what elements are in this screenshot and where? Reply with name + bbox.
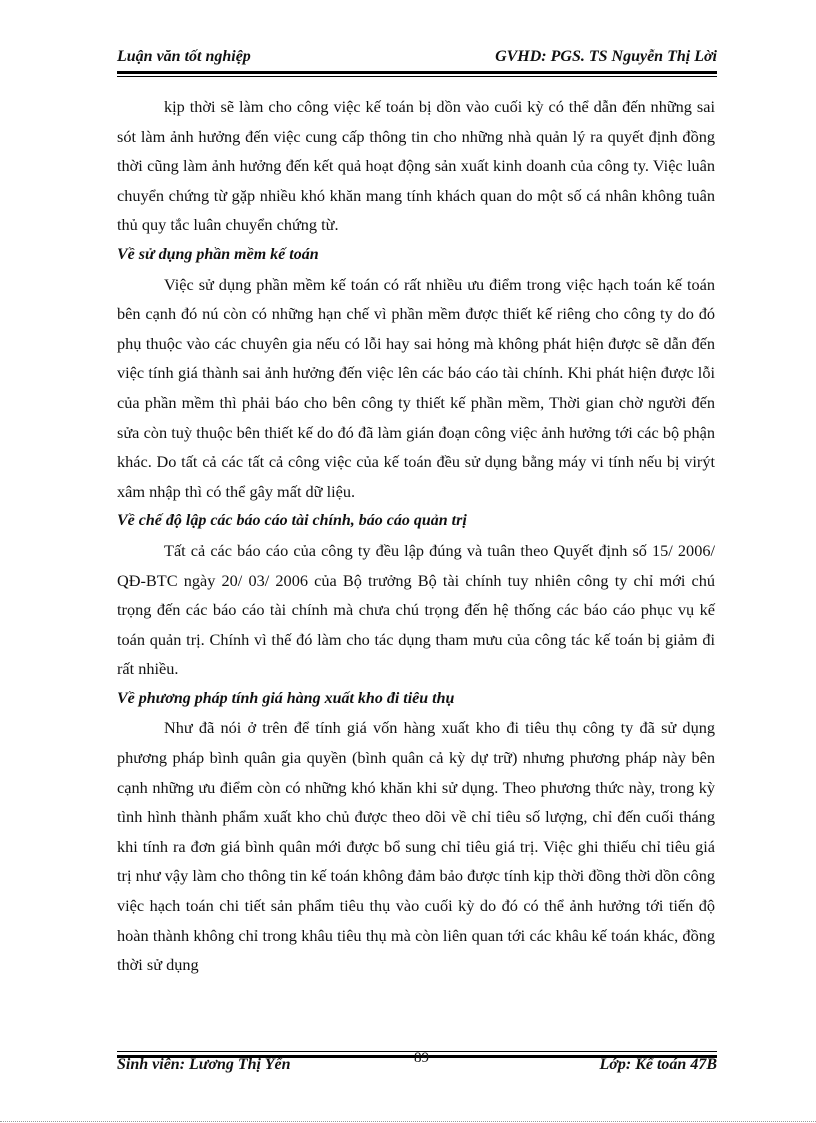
page-number: 89 <box>414 1050 429 1066</box>
header-supervisor: GVHD: PGS. TS Nguyễn Thị Lời <box>495 48 717 65</box>
header-thesis-title: Luận văn tốt nghiệp <box>117 48 251 65</box>
section-heading-pricing: Về phương pháp tính giá hàng xuất kho đi tiêu thụ <box>117 689 455 707</box>
page-body <box>117 92 715 980</box>
paragraph-pricing: Như đã nói ở trên để tính giá vốn hàng xuất kho đi tiêu thụ công ty đã sử dụng phương pháp bình quân gia quyền (bình quân cả kỳ dự trữ) nhưng phương pháp này bên cạnh những ưu điểm còn có những khó khăn khi sử dụng. Theo phương thức này, trong kỳ tình hình thành phẩm xuất kho chủ được theo dõi về chỉ tiêu số lượng, chỉ đến cuối tháng khi tính ra đơn giá bình quân mới được bổ sung chỉ tiêu giá trị. Việc ghi thiếu chỉ tiêu giá trị như vậy làm cho thông tin kế toán không đảm bảo được tính kịp thời đồng thời dồn công việc hạch toán chi tiết sản phẩm tiêu thụ vào cuối kỳ do đó có thể ảnh hưởng tới tiến độ hoàn thành không chỉ trong khâu tiêu thụ mà còn liên quan tới các khâu kế toán khác, đồng thời sử dụng <box>117 718 715 975</box>
paragraph-reports: Tất cả các báo cáo của công ty đều lập đúng và tuân theo Quyết định số 15/ 2006/ QĐ-BTC ngày 20/ 03/ 2006 của Bộ trưởng Bộ tài chính tuy nhiên công ty chỉ mới chú trọng đến các báo cáo tài chính mà chưa chú trọng đến hệ thống các báo cáo phục vụ kế toán quản trị. Chính vì thế đó làm cho tác dụng tham mưu của công tác kế toán bị giảm đi rất nhiều. <box>117 540 715 679</box>
section-heading-reports: Về chế độ lập các báo cáo tài chính, báo cáo quản trị <box>117 512 467 530</box>
header-rule-thick <box>117 71 717 74</box>
paragraph-continuation: kịp thời sẽ làm cho công việc kế toán bị dồn vào cuối kỳ có thể dẫn đến những sai sót làm ảnh hưởng đến việc cung cấp thông tin cho những nhà quản lý ra quyết định đồng thời cũng làm ảnh hưởng đến kết quả hoạt động sản xuất kinh doanh của công ty. Việc luân chuyển chứng từ gặp nhiều khó khăn mang tính khách quan do một số cá nhân không tuân thủ quy tắc luân chuyển chứng từ. <box>117 97 715 235</box>
page-footer <box>117 1050 717 1082</box>
page-edge <box>0 1121 816 1122</box>
paragraph-software: Việc sử dụng phần mềm kế toán có rất nhiều ưu điểm trong việc hạch toán kế toán bên cạnh đó nú còn có những hạn chế vì phần mềm được thiết kế riêng cho công ty do đó phụ thuộc vào các chuyên gia nếu có lỗi hay sai hỏng mà không phát hiện được sẽ dẫn đến việc tính giá thành sai ảnh hưởng đến việc lên các báo cáo tài chính. Khi phát hiện được lỗi của phần mềm thì phải báo cho bên công ty thiết kế phần mềm, Thời gian chờ người đến sửa còn tuỳ thuộc bên thiết kế do đó đã làm gián đoạn công việc ảnh hưởng tới các bộ phận khác. Do tất cả các tất cả công việc của kế toán đều sử dụng bằng máy vi tính nếu bị virýt xâm nhập thì có thể gây mất dữ liệu. <box>117 274 715 501</box>
footer-class: Lớp: Kế toán 47B <box>599 1056 717 1073</box>
section-heading-software: Về sử dụng phần mềm kế toán <box>117 245 319 263</box>
header-rule-thin <box>117 76 717 77</box>
footer-student: Sinh viên: Lương Thị Yến <box>117 1056 291 1073</box>
page-header <box>117 44 717 72</box>
